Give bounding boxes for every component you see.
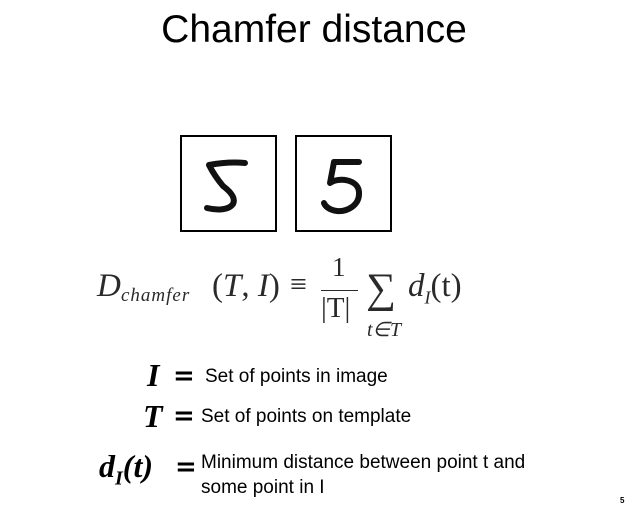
formula-chamfer-subscript: chamfer bbox=[121, 285, 191, 306]
definition-t-equals: = bbox=[173, 401, 195, 431]
chamfer-formula bbox=[0, 246, 628, 350]
template-digit-image bbox=[295, 135, 392, 232]
formula-d-symbol: D bbox=[97, 268, 121, 304]
formula-denominator: |T| bbox=[321, 292, 351, 324]
formula-arguments: (T, I) bbox=[212, 268, 280, 304]
definition-dt-text-line1: Minimum distance between point t and bbox=[201, 452, 526, 473]
page-number: 5 bbox=[620, 496, 625, 505]
definition-dt-equals: = bbox=[175, 452, 197, 482]
formula-distance-term: $d_I(t)$ bbox=[408, 268, 462, 308]
template-five-drawing bbox=[297, 137, 390, 230]
formula-numerator: 1 bbox=[332, 252, 346, 282]
handwritten-digit-image bbox=[180, 135, 277, 232]
definition-i-equals: = bbox=[173, 361, 195, 391]
slide-title: Chamfer distance bbox=[161, 8, 467, 51]
definition-t-text: Set of points on template bbox=[201, 406, 412, 427]
definition-i-text: Set of points in image bbox=[205, 366, 388, 387]
formula-equiv-sign: ≡ bbox=[290, 268, 307, 301]
formula-sum-sign: ∑ bbox=[366, 266, 396, 312]
definition-dt-text-line2: some point in I bbox=[201, 477, 325, 498]
formula-fraction-bar bbox=[321, 290, 358, 291]
formula-sum-subscript: t∈T bbox=[367, 319, 402, 341]
definition-t-symbol: T bbox=[143, 398, 163, 434]
handwritten-five-drawing bbox=[182, 137, 275, 230]
definition-dt-symbol: $d_I(t)$ bbox=[99, 448, 153, 490]
definition-i-symbol: I bbox=[147, 357, 160, 393]
